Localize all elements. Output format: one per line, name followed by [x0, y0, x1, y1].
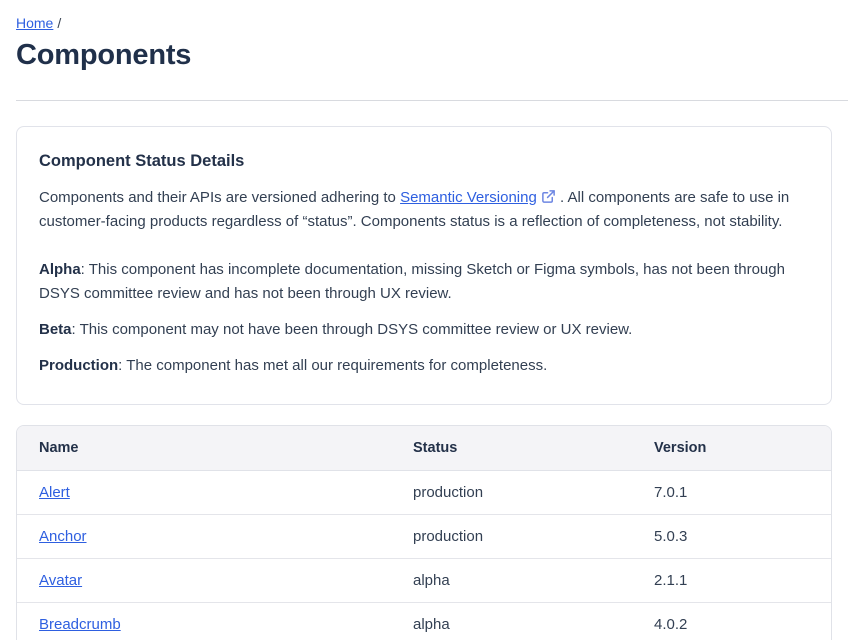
level-text-beta: : This component may not have been through DSYS committee review or UX review. [71, 321, 633, 338]
level-paragraph-beta [39, 318, 809, 342]
level-paragraph-production [39, 354, 809, 378]
status-cell: production [391, 515, 632, 559]
status-cell: alpha [391, 559, 632, 603]
card-heading: Component Status Details [39, 152, 245, 170]
home-link[interactable]: Home [16, 15, 54, 31]
status-details-card [16, 126, 832, 405]
components-table-container [16, 425, 832, 640]
column-header-version: Version [632, 426, 831, 471]
version-cell: 2.1.1 [632, 559, 831, 603]
breadcrumb [16, 14, 832, 32]
table-body [17, 471, 831, 640]
intro-paragraph [39, 186, 809, 234]
component-link[interactable]: Avatar [39, 572, 83, 589]
components-table [17, 426, 831, 640]
status-cell: alpha [391, 603, 632, 640]
intro-after: . All components are safe to use in customer-facing products regardless of “status”. Components status is a reflection of completeness, not stability. [39, 189, 790, 230]
level-text-production: : The component has met all our requirements for completeness. [118, 357, 548, 374]
level-text-alpha: : This component has incomplete documentation, missing Sketch or Figma symbols, has not been through DSYS committee review and has not been through UX review. [39, 261, 785, 302]
level-paragraph-alpha [39, 258, 809, 306]
intro-before: Components and their APIs are versioned adhering to [39, 189, 401, 206]
title-divider [16, 100, 848, 101]
component-link[interactable]: Anchor [39, 528, 87, 545]
table-row [17, 515, 831, 559]
column-header-name: Name [17, 426, 391, 471]
semantic-versioning-link[interactable]: Semantic Versioning [400, 189, 537, 206]
version-cell: 5.0.3 [632, 515, 831, 559]
component-link[interactable]: Alert [39, 484, 70, 501]
table-row [17, 471, 831, 515]
level-label-production: Production [39, 357, 119, 374]
level-label-alpha: Alpha [39, 261, 81, 278]
component-link[interactable]: Breadcrumb [39, 616, 121, 633]
status-cell: production [391, 471, 632, 515]
version-cell: 7.0.1 [632, 471, 831, 515]
version-cell: 4.0.2 [632, 603, 831, 640]
table-header-row [17, 426, 831, 471]
components-page [0, 14, 848, 640]
external-link-icon [541, 189, 556, 204]
breadcrumb-separator: / [57, 15, 62, 31]
table-row [17, 603, 831, 640]
column-header-status: Status [391, 426, 632, 471]
level-label-beta: Beta [39, 321, 72, 338]
page-title: Components [16, 39, 192, 71]
table-row [17, 559, 831, 603]
